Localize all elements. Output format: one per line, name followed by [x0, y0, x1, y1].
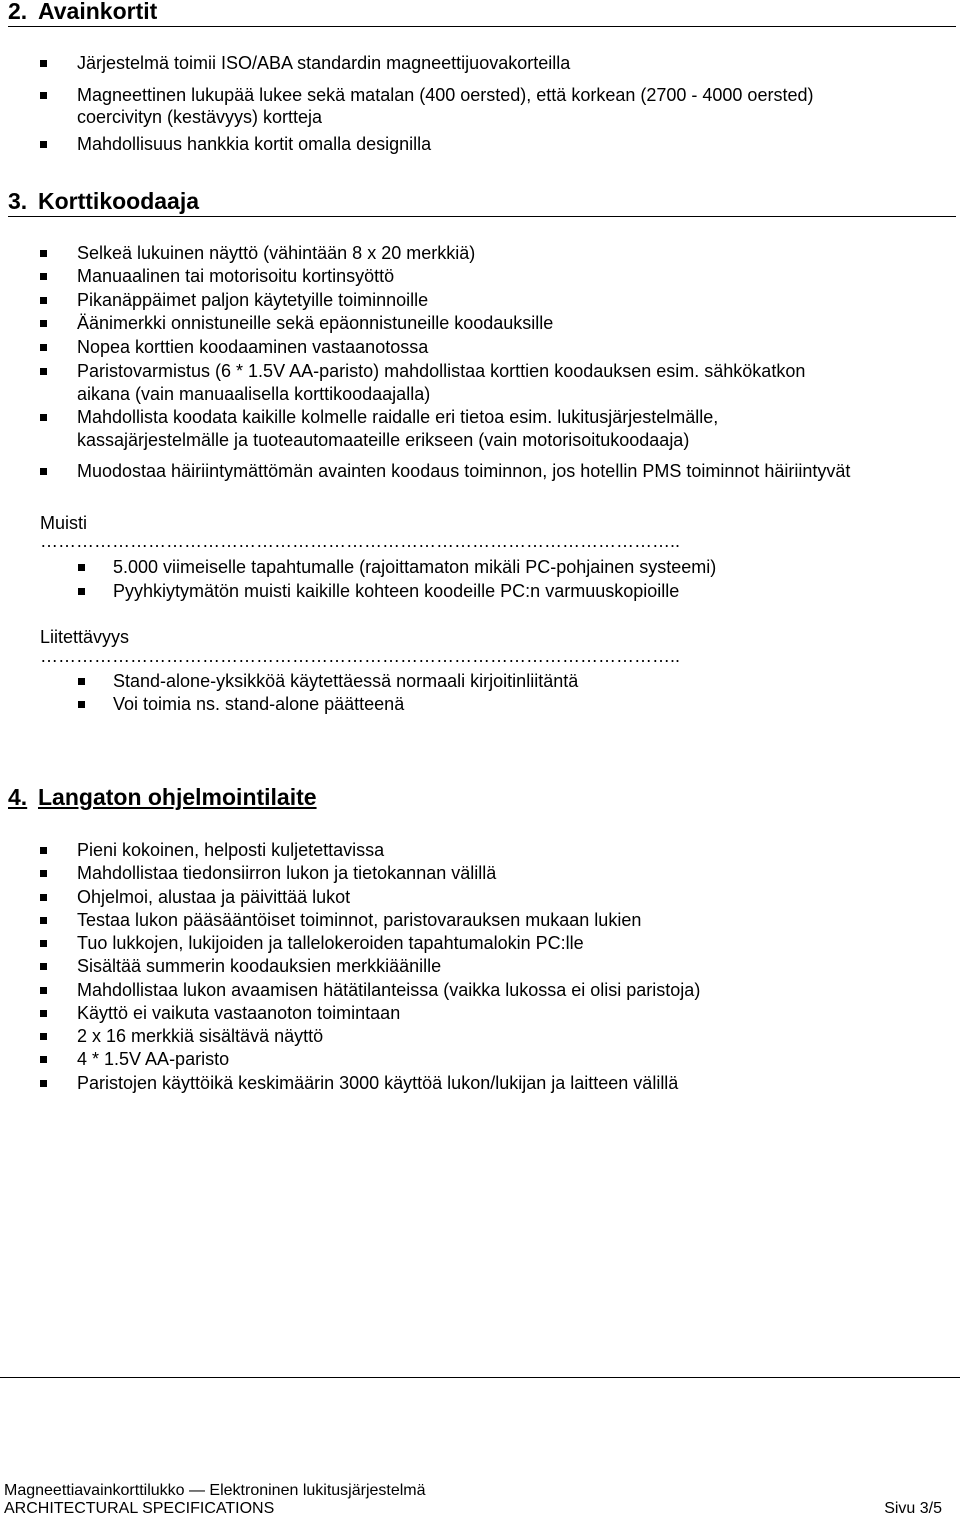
- list-item-text: 4 * 1.5V AA-paristo: [77, 1049, 230, 1069]
- section-2-title: Avainkortit: [38, 0, 158, 24]
- section-4-heading: [8, 782, 956, 812]
- memory-dots: ……………………………………………………………………………………………..: [40, 531, 681, 551]
- footer-page-number: Sivu 3/5: [884, 1500, 942, 1517]
- list-item-text: Testaa lukon pääsääntöiset toiminnot, paristovarauksen mukaan lukien: [77, 910, 642, 930]
- list-item-text: Stand-alone-yksikköä käytettäessä normaali kirjoitinliitäntä: [113, 671, 579, 691]
- square-bullet-icon: [40, 320, 47, 327]
- square-bullet-icon: [40, 894, 47, 901]
- list-item-text: Ohjelmoi, alustaa ja päivittää lukot: [77, 887, 351, 907]
- square-bullet-icon: [78, 564, 85, 571]
- list-item-text: Magneettinen lukupää lukee sekä matalan (400 oersted), että korkean (2700 - 4000 oersted): [77, 85, 814, 105]
- square-bullet-icon: [78, 588, 85, 595]
- list-item-text: Tuo lukkojen, lukijoiden ja tallelokeroiden tapahtumalokin PC:lle: [77, 933, 584, 953]
- square-bullet-icon: [40, 92, 47, 99]
- square-bullet-icon: [40, 963, 47, 970]
- list-item-text: Pyyhkiytymätön muisti kaikille kohteen koodeille PC:n varmuuskopioille: [113, 581, 680, 601]
- square-bullet-icon: [40, 368, 47, 375]
- section-3-heading: [8, 186, 956, 217]
- list-item-text: Selkeä lukuinen näyttö (vähintään 8 x 20 merkkiä): [77, 243, 476, 263]
- list-item-text: Käyttö ei vaikuta vastaanoton toimintaan: [77, 1003, 401, 1023]
- section-4-title: Langaton ohjelmointilaite: [38, 784, 317, 810]
- square-bullet-icon: [40, 1033, 47, 1040]
- list-item-text-continued: aikana (vain manuaalisella korttikoodaajalla): [77, 384, 431, 404]
- square-bullet-icon: [40, 1010, 47, 1017]
- square-bullet-icon: [40, 250, 47, 257]
- square-bullet-icon: [78, 701, 85, 708]
- section-4-number: 4.: [8, 784, 28, 810]
- square-bullet-icon: [40, 1080, 47, 1087]
- connectivity-dots: ……………………………………………………………………………………………..: [40, 646, 681, 666]
- square-bullet-icon: [40, 917, 47, 924]
- list-item-text: 2 x 16 merkkiä sisältävä näyttö: [77, 1026, 324, 1046]
- square-bullet-icon: [40, 1056, 47, 1063]
- square-bullet-icon: [40, 870, 47, 877]
- square-bullet-icon: [40, 141, 47, 148]
- footer-title: Magneettiavainkorttilukko — Elektroninen lukitusjärjestelmä: [4, 1482, 426, 1499]
- square-bullet-icon: [40, 940, 47, 947]
- list-item-text-continued: kassajärjestelmälle ja tuoteautomaateille erikseen (vain motorisoitukoodaaja): [77, 430, 690, 450]
- square-bullet-icon: [40, 344, 47, 351]
- section-3-title: Korttikoodaaja: [38, 188, 200, 214]
- square-bullet-icon: [78, 678, 85, 685]
- section-2-heading: [8, 0, 956, 27]
- square-bullet-icon: [40, 273, 47, 280]
- section-2-number: 2.: [8, 0, 28, 24]
- square-bullet-icon: [40, 414, 47, 421]
- list-item-text: Mahdollista koodata kaikille kolmelle raidalle eri tietoa esim. lukitusjärjestelmälle,: [77, 407, 719, 427]
- connectivity-label: Liitettävyys: [40, 627, 130, 647]
- footer-divider: [0, 1377, 960, 1378]
- section-3-number: 3.: [8, 188, 28, 214]
- list-item-text: Paristojen käyttöikä keskimäärin 3000 käyttöä lukon/lukijan ja laitteen välillä: [77, 1073, 679, 1093]
- list-item-text: Pieni kokoinen, helposti kuljetettavissa: [77, 840, 385, 860]
- list-item-text-continued: coercivityn (kestävyys) kortteja: [77, 107, 323, 127]
- square-bullet-icon: [40, 297, 47, 304]
- footer-spec: ARCHITECTURAL SPECIFICATIONS: [4, 1500, 275, 1517]
- list-item-text: Mahdollistaa lukon avaamisen hätätilanteissa (vaikka lukossa ei olisi paristoja): [77, 980, 701, 1000]
- list-item-text: Manuaalinen tai motorisoitu kortinsyöttö: [77, 266, 395, 286]
- list-item-text: Mahdollisuus hankkia kortit omalla designilla: [77, 134, 432, 154]
- list-item-text: Voi toimia ns. stand-alone päätteenä: [113, 694, 405, 714]
- square-bullet-icon: [40, 987, 47, 994]
- list-item-text: Muodostaa häiriintymättömän avainten koodaus toiminnon, jos hotellin PMS toiminnot häiriintyvät: [77, 461, 851, 481]
- list-item-text: Paristovarmistus (6 * 1.5V AA-paristo) mahdollistaa korttien koodauksen esim. sähkökatkon: [77, 361, 806, 381]
- list-item-text: Nopea korttien koodaaminen vastaanotossa: [77, 337, 429, 357]
- square-bullet-icon: [40, 468, 47, 475]
- memory-label: Muisti: [40, 513, 88, 533]
- list-item-text: Mahdollistaa tiedonsiirron lukon ja tietokannan välillä: [77, 863, 497, 883]
- square-bullet-icon: [40, 60, 47, 67]
- list-item-text: 5.000 viimeiselle tapahtumalle (rajoittamaton mikäli PC-pohjainen systeemi): [113, 557, 717, 577]
- list-item-text: Sisältää summerin koodauksien merkkiäänille: [77, 956, 442, 976]
- list-item-text: Järjestelmä toimii ISO/ABA standardin magneettijuovakorteilla: [77, 53, 571, 73]
- square-bullet-icon: [40, 847, 47, 854]
- list-item-text: Pikanäppäimet paljon käytetyille toiminnoille: [77, 290, 429, 310]
- list-item-text: Äänimerkki onnistuneille sekä epäonnistuneille koodauksille: [77, 313, 554, 333]
